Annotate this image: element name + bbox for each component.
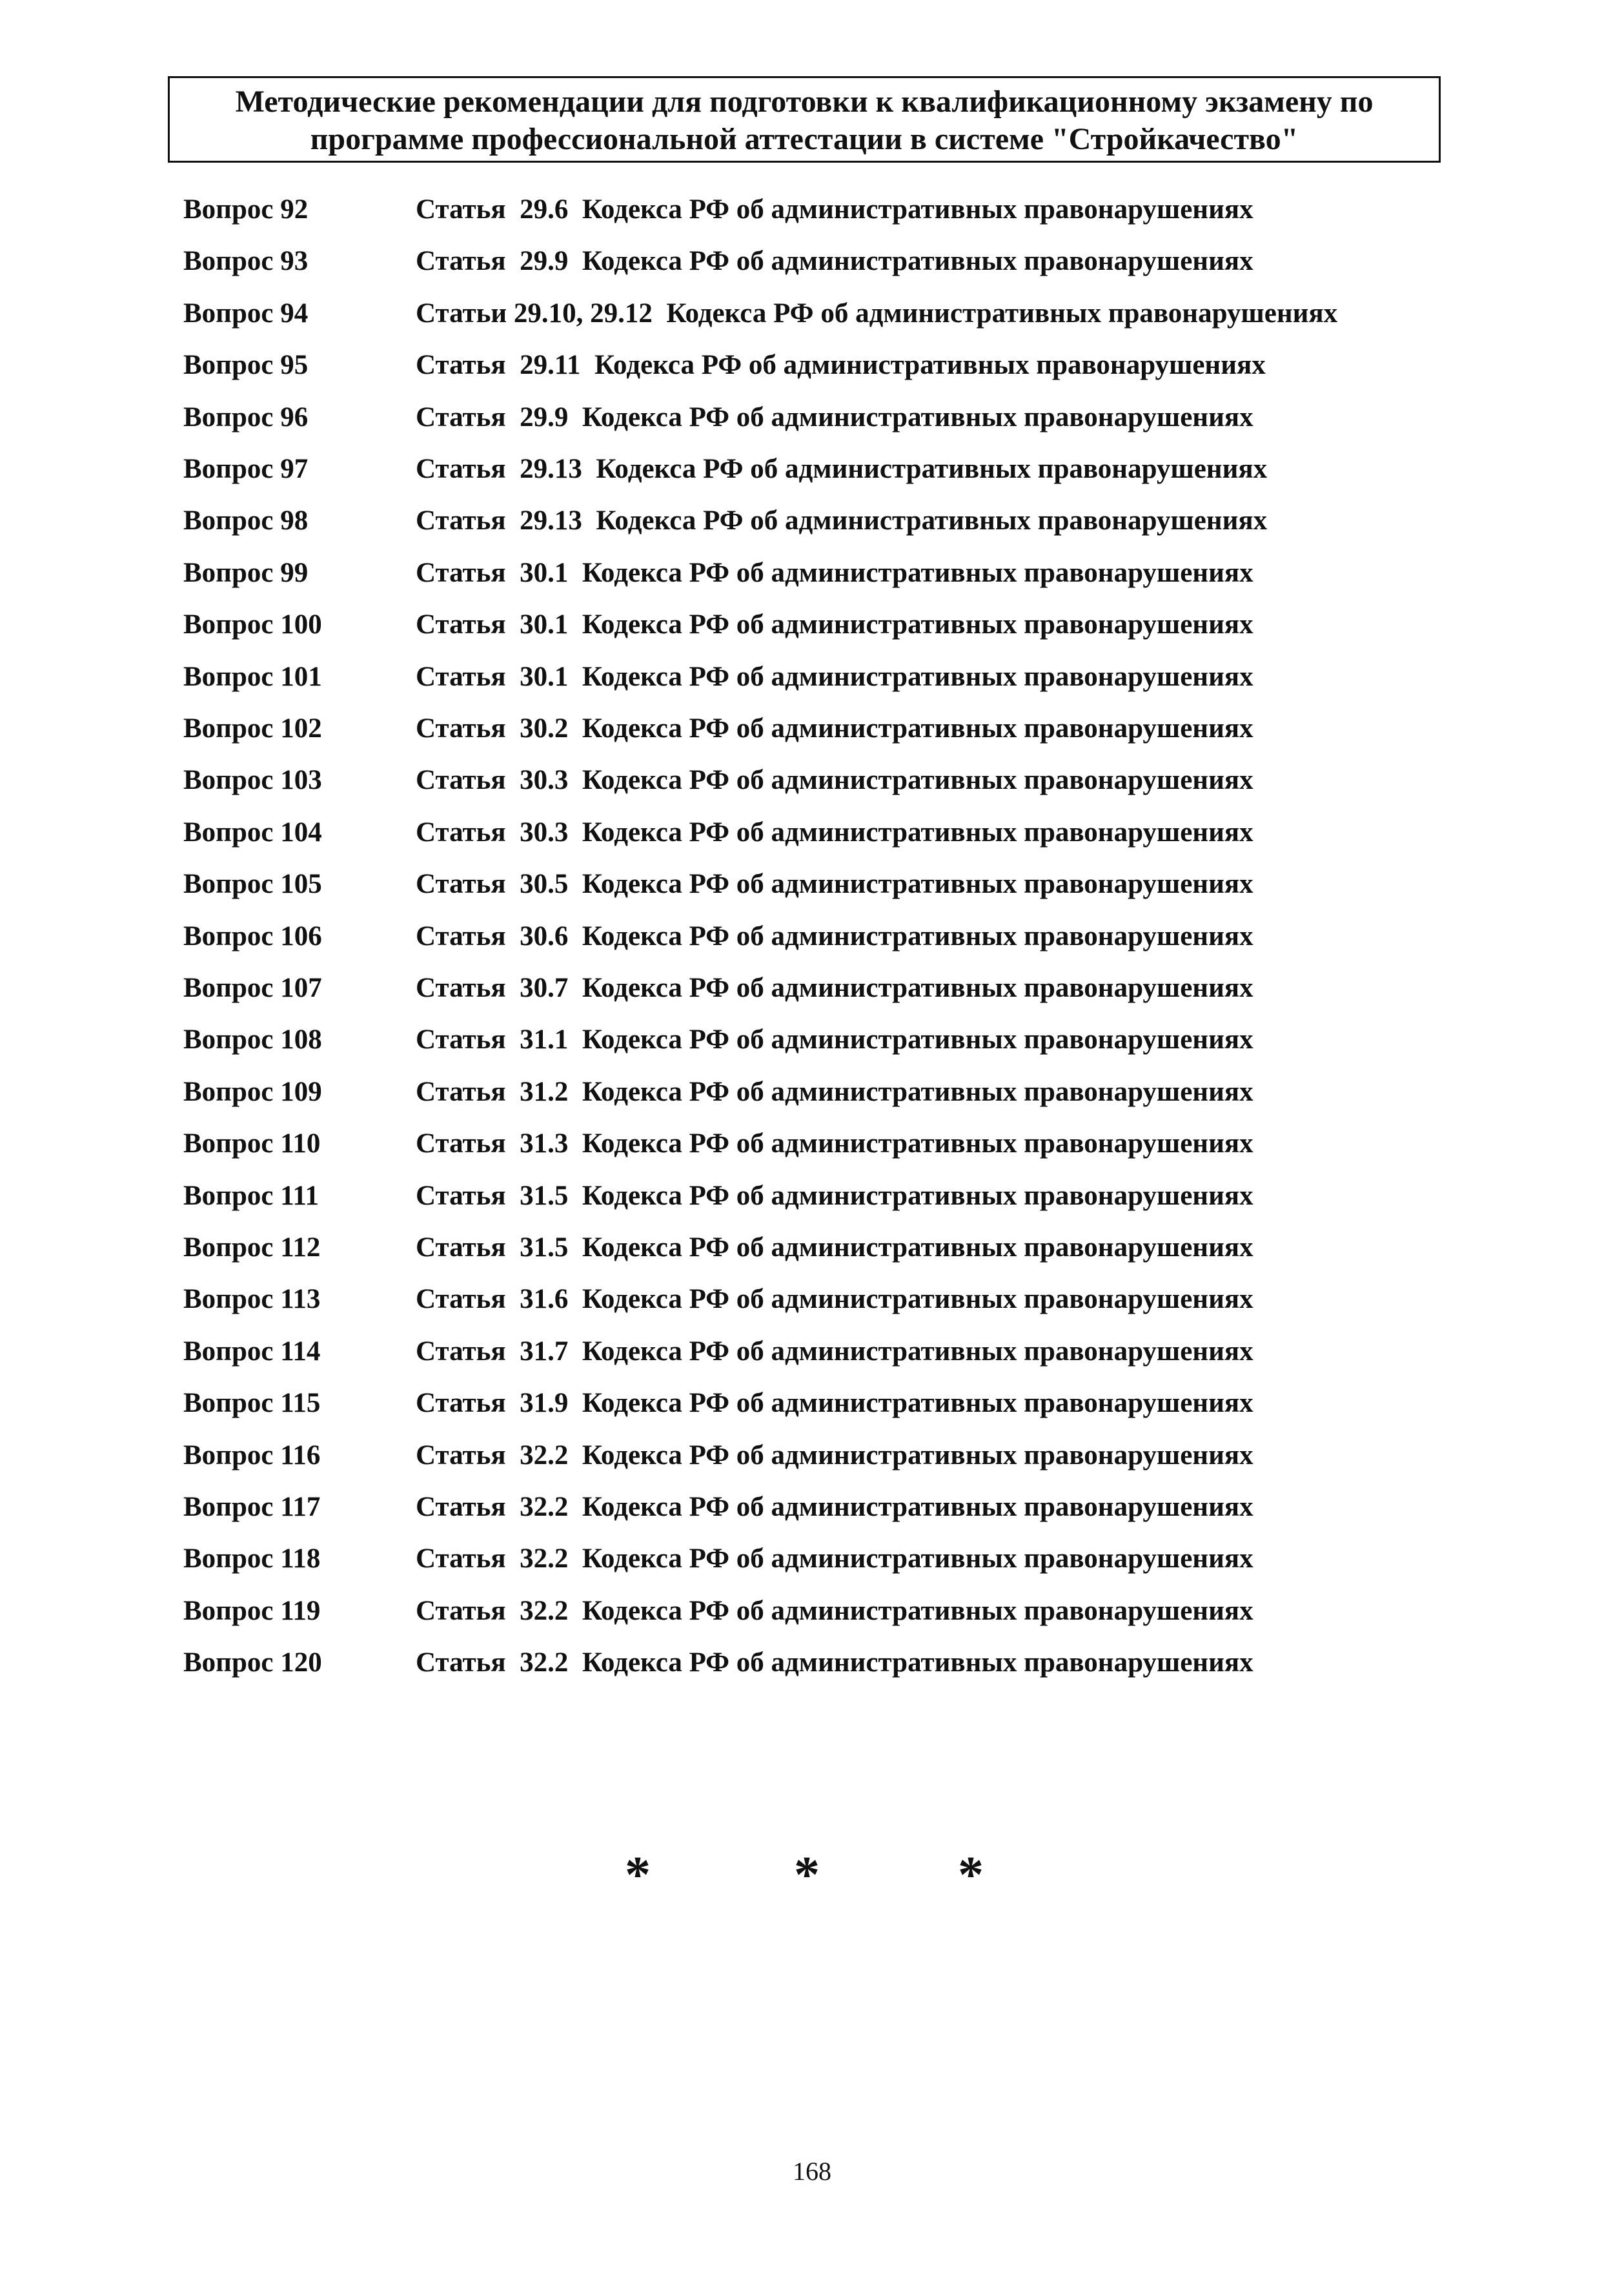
question-label: Вопрос 94	[183, 298, 309, 329]
document-header	[168, 76, 1441, 163]
article-reference: Статья 31.7 Кодекса РФ об административных правонарушениях	[416, 1336, 1254, 1367]
list-item	[183, 1180, 1474, 1219]
question-label: Вопрос 106	[183, 921, 322, 952]
article-reference: Статья 30.6 Кодекса РФ об административных правонарушениях	[416, 921, 1254, 952]
article-reference: Статья 31.6 Кодекса РФ об административных правонарушениях	[416, 1284, 1254, 1315]
list-item	[183, 557, 1474, 596]
list-item	[183, 1024, 1474, 1063]
list-item	[183, 1283, 1474, 1322]
article-reference: Статья 31.9 Кодекса РФ об административных правонарушениях	[416, 1388, 1254, 1419]
article-reference: Статья 29.13 Кодекса РФ об административных правонарушениях	[416, 505, 1268, 536]
article-reference: Статья 30.3 Кодекса РФ об административных правонарушениях	[416, 765, 1254, 796]
question-label: Вопрос 114	[183, 1336, 321, 1367]
article-reference: Статья 29.11 Кодекса РФ об административных правонарушениях	[416, 350, 1266, 381]
question-label: Вопрос 92	[183, 194, 309, 225]
question-label: Вопрос 108	[183, 1024, 322, 1055]
question-label: Вопрос 103	[183, 765, 322, 796]
list-item	[183, 1595, 1474, 1634]
article-reference: Статья 32.2 Кодекса РФ об административных правонарушениях	[416, 1440, 1254, 1471]
question-label: Вопрос 117	[183, 1492, 321, 1522]
question-label: Вопрос 104	[183, 817, 322, 848]
article-reference: Статья 30.1 Кодекса РФ об административных правонарушениях	[416, 609, 1254, 640]
question-label: Вопрос 109	[183, 1076, 322, 1107]
question-label: Вопрос 96	[183, 402, 309, 433]
separator-star: *	[625, 1847, 651, 1904]
article-reference: Статья 30.2 Кодекса РФ об административных правонарушениях	[416, 713, 1254, 744]
question-label: Вопрос 115	[183, 1388, 321, 1419]
article-reference: Статья 30.7 Кодекса РФ об административных правонарушениях	[416, 973, 1254, 1003]
list-item	[183, 1232, 1474, 1270]
question-label: Вопрос 107	[183, 973, 322, 1003]
question-label: Вопрос 118	[183, 1543, 321, 1574]
article-reference: Статья 30.1 Кодекса РФ об административных правонарушениях	[416, 557, 1254, 588]
page-number: 168	[793, 2157, 831, 2186]
list-item	[183, 817, 1474, 855]
list-item	[183, 921, 1474, 959]
list-item	[183, 972, 1474, 1011]
question-label: Вопрос 101	[183, 661, 322, 692]
article-reference: Статья 32.2 Кодекса РФ об административных правонарушениях	[416, 1647, 1254, 1678]
list-item	[183, 713, 1474, 751]
list-item	[183, 194, 1474, 232]
question-label: Вопрос 105	[183, 869, 322, 900]
question-label: Вопрос 116	[183, 1440, 321, 1471]
question-label: Вопрос 99	[183, 557, 309, 588]
question-label: Вопрос 119	[183, 1595, 321, 1626]
question-label: Вопрос 95	[183, 350, 309, 381]
question-label: Вопрос 93	[183, 246, 309, 277]
list-item	[183, 245, 1474, 284]
list-item	[183, 1647, 1474, 1685]
article-reference: Статья 30.5 Кодекса РФ об административных правонарушениях	[416, 869, 1254, 900]
list-item	[183, 868, 1474, 907]
article-reference: Статья 30.1 Кодекса РФ об административных правонарушениях	[416, 661, 1254, 692]
article-reference: Статьи 29.10, 29.12 Кодекса РФ об административных правонарушениях	[416, 298, 1338, 329]
article-reference: Статья 32.2 Кодекса РФ об административных правонарушениях	[416, 1543, 1254, 1574]
list-item	[183, 349, 1474, 388]
list-item	[183, 453, 1474, 492]
list-item	[183, 1387, 1474, 1426]
list-item	[183, 1336, 1474, 1374]
question-label: Вопрос 120	[183, 1647, 322, 1678]
article-reference: Статья 30.3 Кодекса РФ об административных правонарушениях	[416, 817, 1254, 848]
article-reference: Статья 31.1 Кодекса РФ об административных правонарушениях	[416, 1024, 1254, 1055]
list-item	[183, 609, 1474, 647]
separator-star: *	[958, 1847, 984, 1904]
header-line-1: Методические рекомендации для подготовки к квалификационному экзамену по	[235, 85, 1374, 119]
list-item	[183, 661, 1474, 700]
separator-star: *	[794, 1847, 820, 1904]
question-label: Вопрос 113	[183, 1284, 321, 1315]
question-label: Вопрос 111	[183, 1180, 319, 1211]
list-item	[183, 764, 1474, 803]
question-label: Вопрос 98	[183, 505, 309, 536]
question-label: Вопрос 102	[183, 713, 322, 744]
article-reference: Статья 29.13 Кодекса РФ об административных правонарушениях	[416, 454, 1268, 484]
article-reference: Статья 31.3 Кодекса РФ об административных правонарушениях	[416, 1128, 1254, 1159]
header-line-2: программе профессиональной аттестации в системе "Стройкачество"	[310, 122, 1299, 156]
article-reference: Статья 31.5 Кодекса РФ об административных правонарушениях	[416, 1232, 1254, 1263]
list-item	[183, 505, 1474, 544]
question-label: Вопрос 112	[183, 1232, 321, 1263]
article-reference: Статья 31.5 Кодекса РФ об административных правонарушениях	[416, 1180, 1254, 1211]
article-reference: Статья 29.9 Кодекса РФ об административных правонарушениях	[416, 402, 1254, 433]
list-item	[183, 1543, 1474, 1582]
article-reference: Статья 29.6 Кодекса РФ об административных правонарушениях	[416, 194, 1254, 225]
question-label: Вопрос 100	[183, 609, 322, 640]
list-item	[183, 1128, 1474, 1166]
list-item	[183, 402, 1474, 440]
article-reference: Статья 31.2 Кодекса РФ об административных правонарушениях	[416, 1076, 1254, 1107]
article-reference: Статья 32.2 Кодекса РФ об административных правонарушениях	[416, 1492, 1254, 1522]
list-item	[183, 1491, 1474, 1530]
article-reference: Статья 32.2 Кодекса РФ об административных правонарушениях	[416, 1595, 1254, 1626]
list-item	[183, 1440, 1474, 1478]
list-item	[183, 1076, 1474, 1115]
list-item	[183, 298, 1474, 336]
question-label: Вопрос 110	[183, 1128, 321, 1159]
question-label: Вопрос 97	[183, 454, 309, 484]
article-reference: Статья 29.9 Кодекса РФ об административных правонарушениях	[416, 246, 1254, 277]
